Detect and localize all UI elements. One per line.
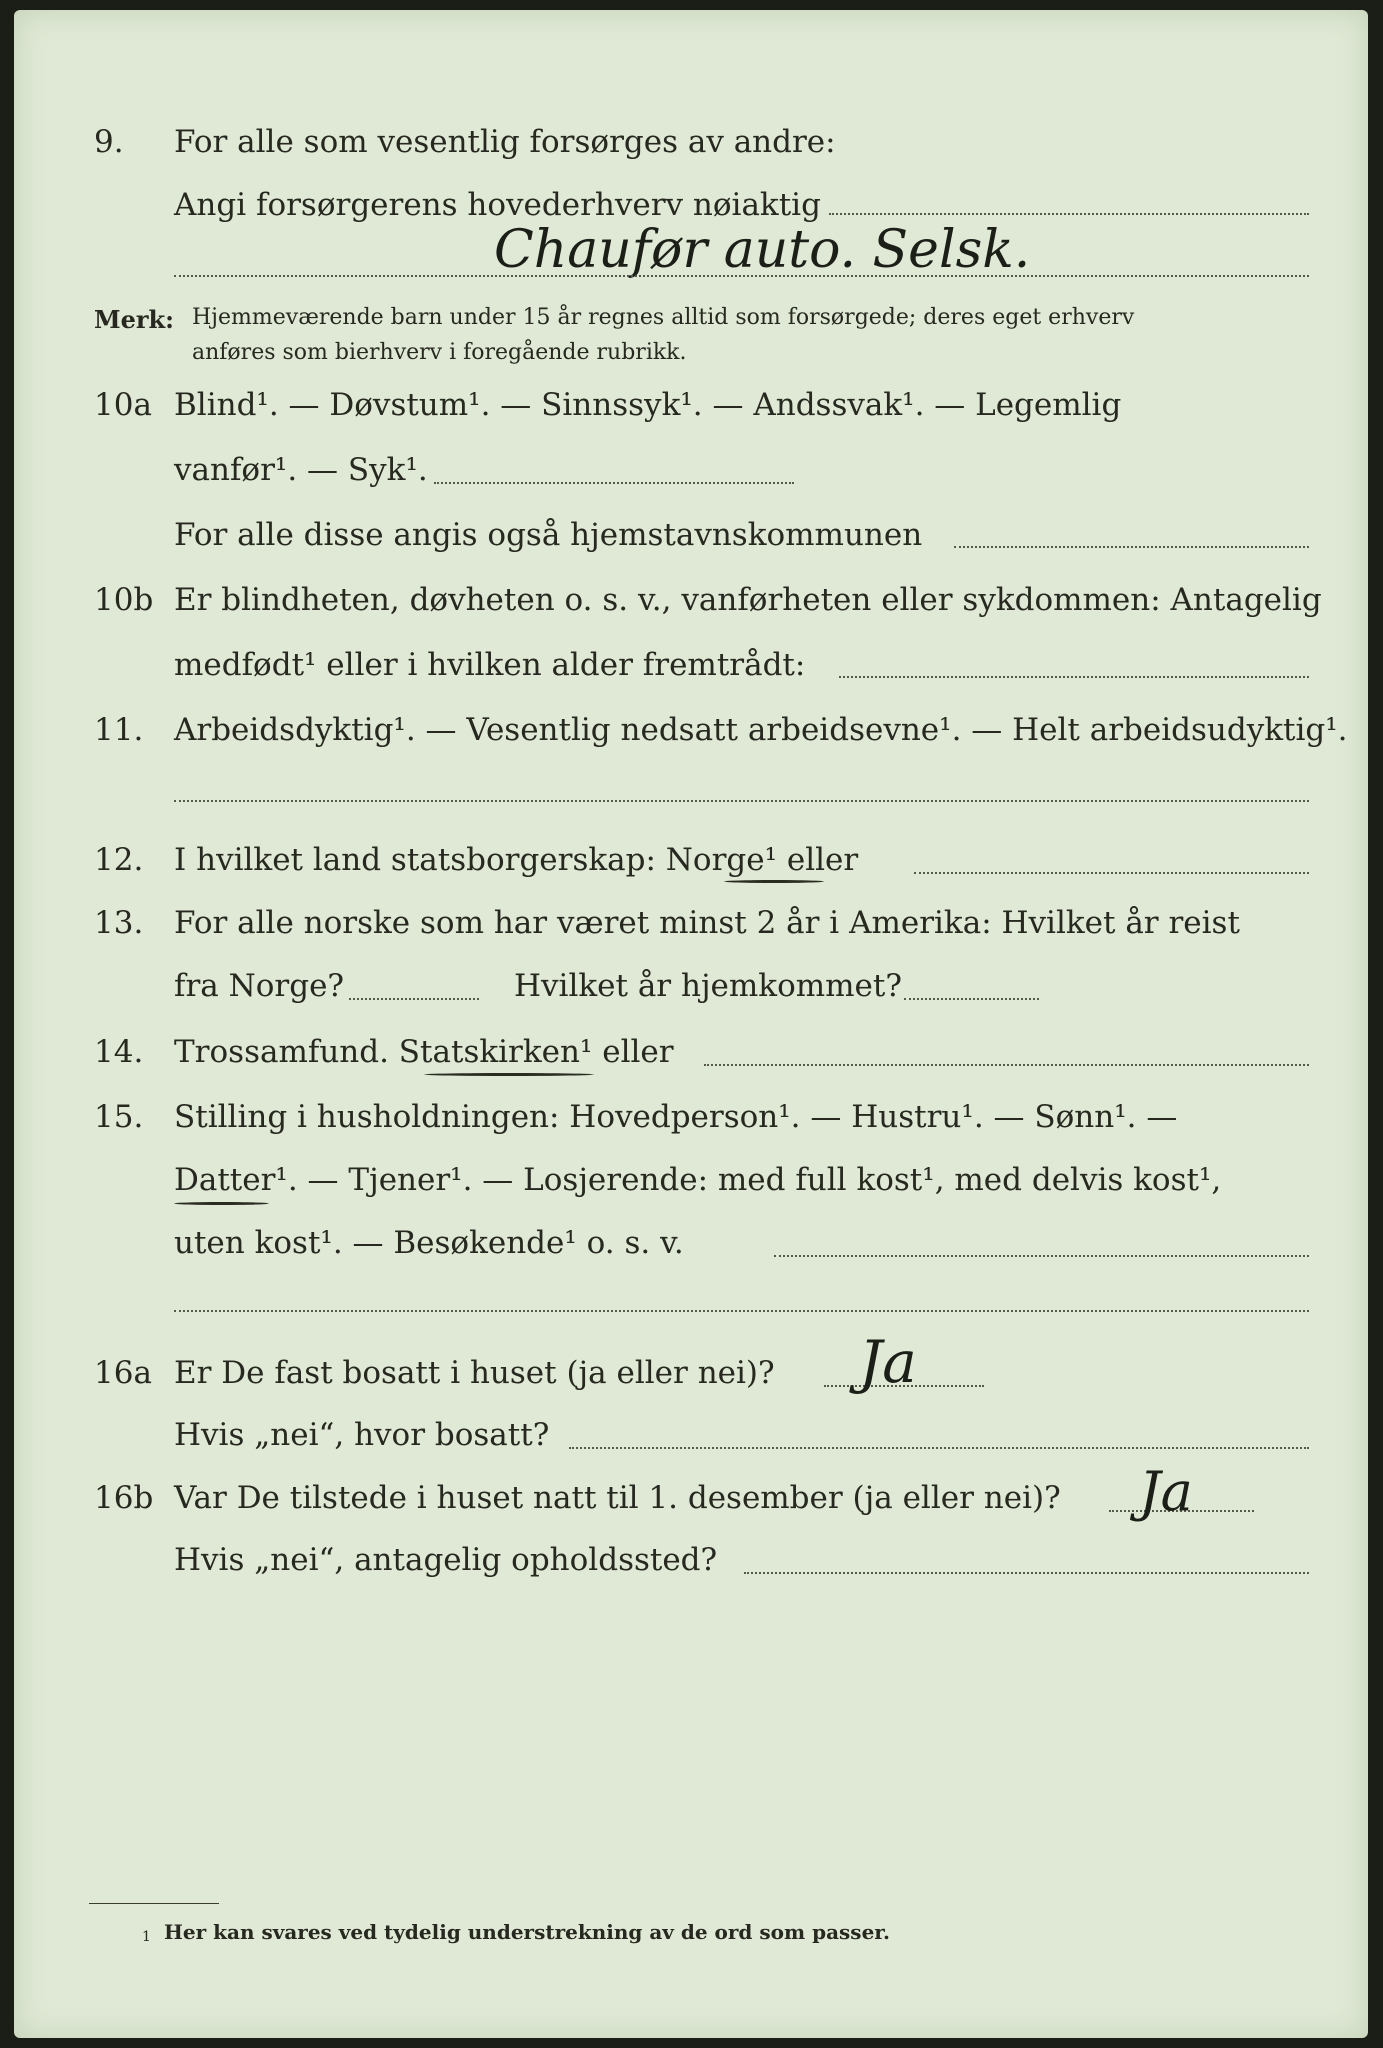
q15-datter-underline <box>174 1202 269 1205</box>
q9-answer-line <box>174 275 1309 277</box>
q10b-alder-line <box>839 676 1309 678</box>
q16b-number: 16b <box>94 1480 154 1516</box>
census-form-page <box>14 10 1368 2038</box>
q9-handwritten-answer: Chaufør auto. Selsk. <box>494 220 1031 280</box>
merk-line2: anføres som bierhverv i foregående rubrikk. <box>192 340 687 365</box>
merk-line1: Hjemmeværende barn under 15 år regnes alltid som forsørgede; deres eget erhverv <box>192 305 1135 330</box>
q11-number: 11. <box>94 712 144 748</box>
q15-answer-line <box>174 1310 1309 1312</box>
q14-number: 14. <box>94 1034 144 1070</box>
footnote-mark: 1 <box>142 1929 151 1945</box>
q10b-line2: medfødt¹ eller i hvilken alder fremtrådt: <box>174 647 806 683</box>
q9-dotted-line <box>829 213 1309 215</box>
q14-line1: Trossamfund. Statskirken¹ eller <box>174 1034 674 1070</box>
q16b-handwritten-answer: Ja <box>1139 1460 1193 1523</box>
q16a-line1: Er De fast bosatt i huset (ja eller nei)? <box>174 1355 775 1391</box>
q12-line1: I hvilket land statsborgerskap: Norge¹ eller <box>174 842 859 878</box>
q10a-line3: For alle disse angis også hjemstavnskommunen <box>174 517 923 553</box>
q11-answer-line <box>174 800 1309 802</box>
q16a-number: 16a <box>94 1355 152 1391</box>
q10a-kommune-line <box>954 546 1309 548</box>
q9-line1: For alle som vesentlig forsørges av andre: <box>174 124 836 160</box>
q16b-line1: Var De tilstede i huset natt til 1. desember (ja eller nei)? <box>174 1480 1061 1516</box>
q11-line1: Arbeidsdyktig¹. — Vesentlig nedsatt arbeidsevne¹. — Helt arbeidsudyktig¹. <box>174 712 1348 748</box>
q9-line2: Angi forsørgerens hovederhverv nøiaktig <box>174 187 821 223</box>
q16a-bosatt-line <box>569 1447 1309 1449</box>
q13-number: 13. <box>94 905 144 941</box>
q10a-number: 10a <box>94 387 152 423</box>
q15-number: 15. <box>94 1099 144 1135</box>
q16a-handwritten-answer: Ja <box>859 1328 917 1396</box>
q15-besokende-line <box>774 1255 1309 1257</box>
q15-line3: uten kost¹. — Besøkende¹ o. s. v. <box>174 1225 684 1261</box>
q13-hjemkommet-line <box>904 998 1039 1000</box>
q10b-line1: Er blindheten, døvheten o. s. v., vanførheten eller sykdommen: Antagelig <box>174 582 1322 618</box>
q16b-line2: Hvis „nei“, antagelig opholdssted? <box>174 1542 718 1578</box>
q13-line1: For alle norske som har været minst 2 år i Amerika: Hvilket år reist <box>174 905 1240 941</box>
q10b-number: 10b <box>94 582 154 618</box>
q14-eller-line <box>704 1064 1309 1066</box>
q14-statskirken-underline <box>424 1073 594 1076</box>
merk-label: Merk: <box>94 305 174 334</box>
q10a-syk-line <box>434 482 794 484</box>
q12-eller-line <box>914 872 1309 874</box>
q12-norge-underline <box>724 880 824 883</box>
q12-number: 12. <box>94 842 144 878</box>
q15-line1: Stilling i husholdningen: Hovedperson¹. — Hustru¹. — Sønn¹. — <box>174 1099 1178 1135</box>
q13-line2b: Hvilket år hjemkommet? <box>514 968 902 1004</box>
q10a-line2: vanfør¹. — Syk¹. <box>174 452 428 488</box>
q9-number: 9. <box>94 124 124 160</box>
q10a-line1: Blind¹. — Døvstum¹. — Sinnssyk¹. — Andssvak¹. — Legemlig <box>174 387 1122 423</box>
footnote-rule <box>89 1903 219 1904</box>
q15-line2: Datter¹. — Tjener¹. — Losjerende: med full kost¹, med delvis kost¹, <box>174 1162 1222 1198</box>
footnote-text: Her kan svares ved tydelig understrekning av de ord som passer. <box>164 1920 890 1944</box>
q16b-opholdssted-line <box>744 1572 1309 1574</box>
q16a-line2: Hvis „nei“, hvor bosatt? <box>174 1417 550 1453</box>
q13-reist-line <box>349 998 479 1000</box>
q13-line2a: fra Norge? <box>174 968 345 1004</box>
